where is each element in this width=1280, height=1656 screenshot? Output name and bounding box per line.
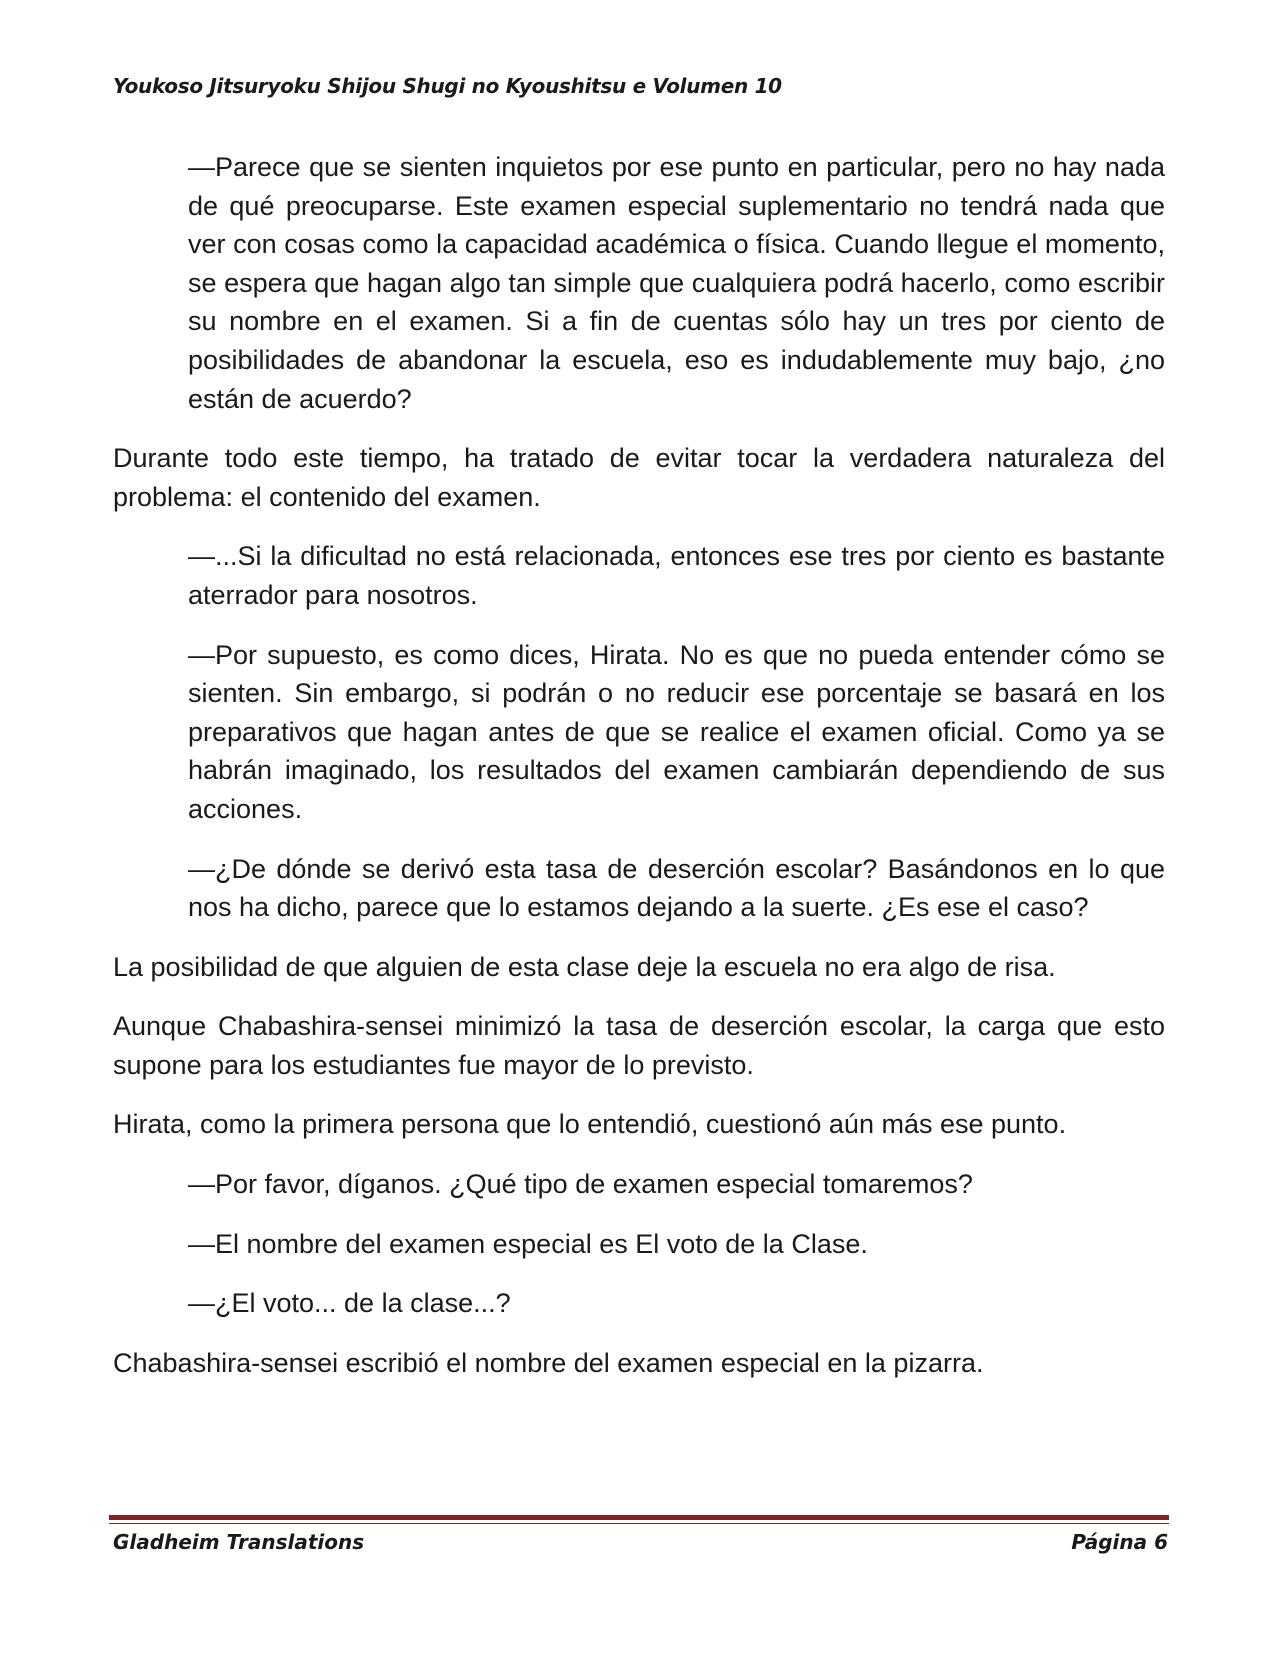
paragraph-7: Aunque Chabashira-sensei minimizó la tasa de deserción escolar, la carga que esto supone para los estudiantes fue mayor de lo previsto. (113, 1011, 1165, 1080)
page-body (113, 148, 1165, 1403)
paragraph-3: —...Si la dificultad no está relacionada, entonces ese tres por ciento es bastante aterrador para nosotros. (188, 541, 1165, 610)
paragraph-6: La posibilidad de que alguien de esta clase deje la escuela no era algo de risa. (113, 951, 1056, 982)
paragraph-4: —Por supuesto, es como dices, Hirata. No es que no pueda entender cómo se sienten. Sin embargo, si podrán o no reducir ese porcentaje se basará en los preparativos que hagan antes de que se realice el examen oficial. Como ya se habrán imaginado, los resultados del examen cambiarán dependiendo de sus acciones. (188, 639, 1165, 824)
paragraph-11: —¿El voto... de la clase...? (188, 1288, 511, 1319)
paragraph-8: Hirata, como la primera persona que lo entendió, cuestionó aún más ese punto. (113, 1109, 1067, 1140)
page-number: Página 6 (1071, 1530, 1168, 1554)
paragraph-10: —El nombre del examen especial es El voto de la Clase. (188, 1228, 868, 1259)
paragraph-9: —Por favor, díganos. ¿Qué tipo de examen especial tomaremos? (188, 1169, 973, 1200)
footer-divider-thin (109, 1523, 1169, 1524)
paragraph-12: Chabashira-sensei escribió el nombre del examen especial en la pizarra. (113, 1347, 984, 1378)
footer-credit: Gladheim Translations (113, 1530, 365, 1554)
footer-divider-thick (109, 1515, 1169, 1520)
page-header-title: Youkoso Jitsuryoku Shijou Shugi no Kyoushitsu e Volumen 10 (113, 74, 782, 98)
paragraph-1: —Parece que se sienten inquietos por ese punto en particular, pero no hay nada de qué preocuparse. Este examen especial suplementario no tendrá nada que ver con cosas como la capacidad académica o física. Cuando llegue el momento, se espera que hagan algo tan simple que cualquiera podrá hacerlo, como escribir su nombre en el examen. Si a fin de cuentas sólo hay un tres por ciento de posibilidades de abandonar la escuela, eso es indudablemente muy bajo, ¿no están de acuerdo? (188, 152, 1165, 414)
paragraph-2: Durante todo este tiempo, ha tratado de evitar tocar la verdadera naturaleza del problema: el contenido del examen. (113, 443, 1165, 512)
paragraph-5: —¿De dónde se derivó esta tasa de deserción escolar? Basándonos en lo que nos ha dicho, parece que lo estamos dejando a la suerte. ¿Es ese el caso? (188, 853, 1165, 923)
